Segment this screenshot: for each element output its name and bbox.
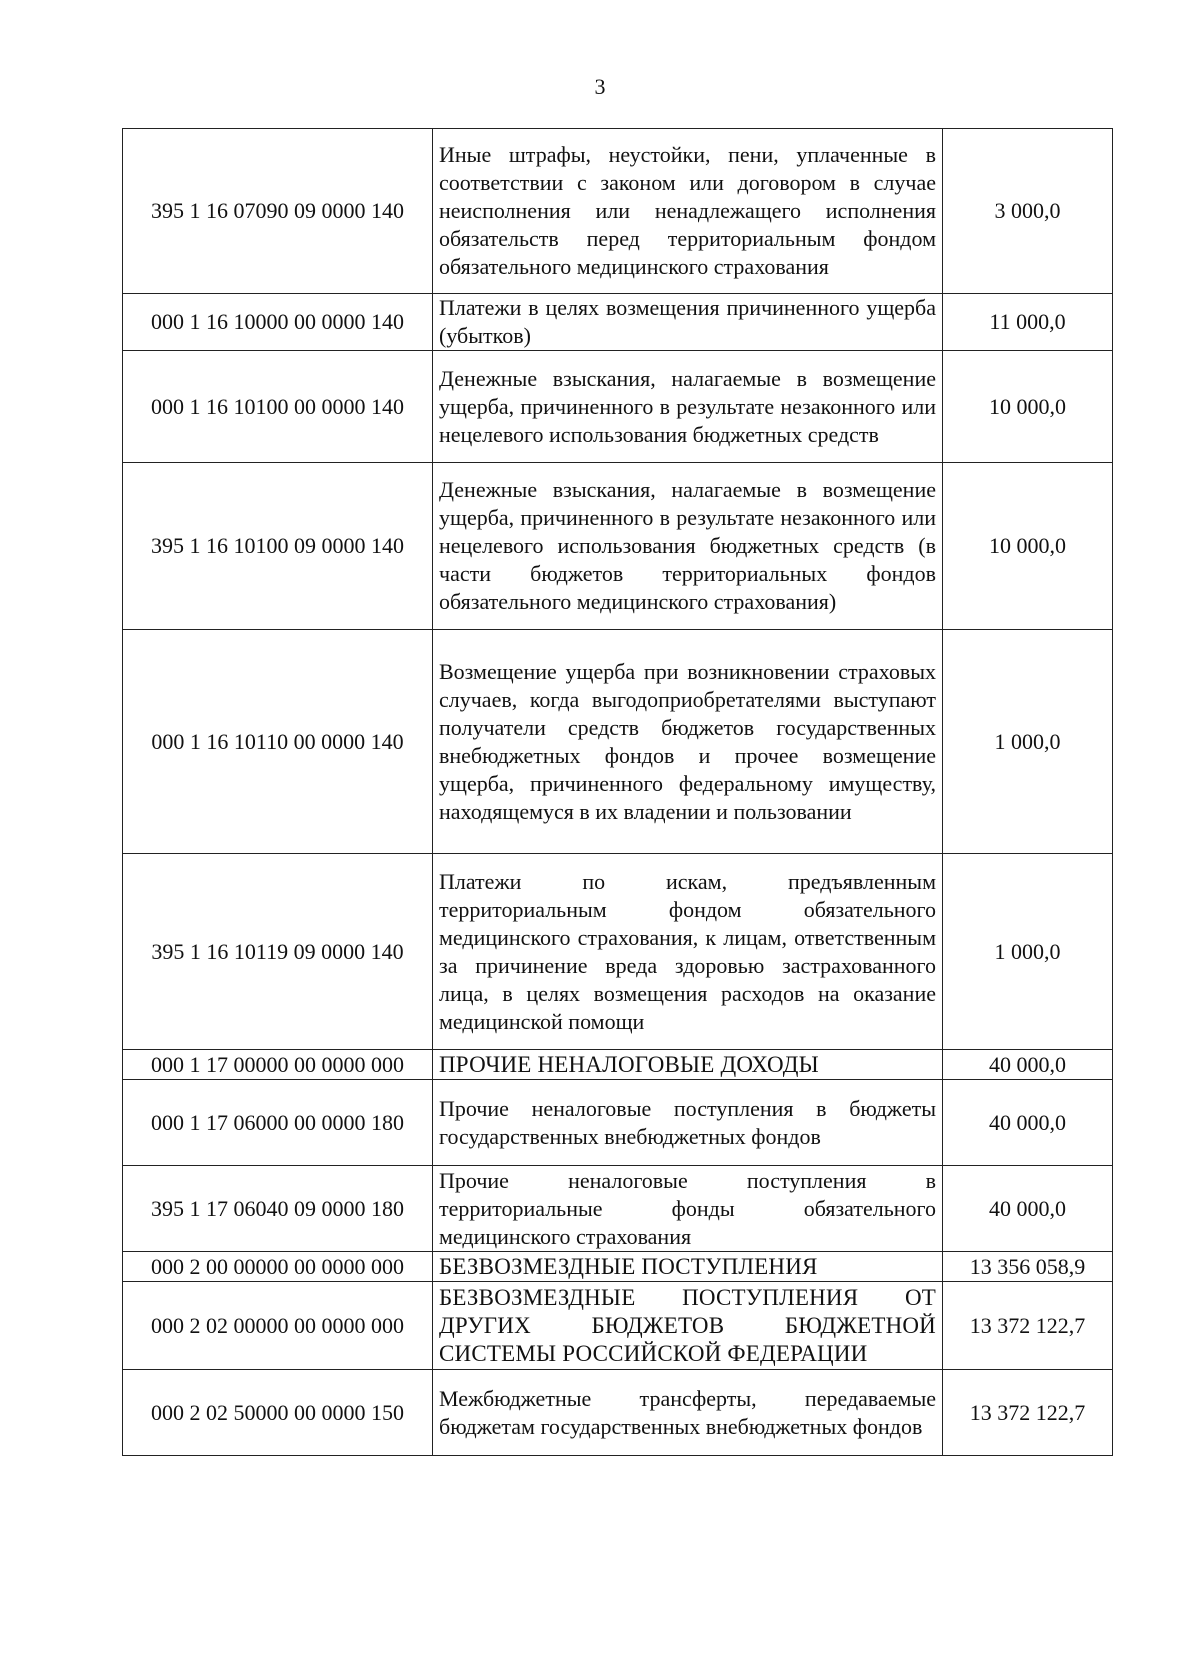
revenue-name-cell: Иные штрафы, неустойки, пени, уплаченные в соответствии с законом или договором в случае неисполнения или ненадлежащего исполнения обязательств перед территориальным фондом обязательного медицинского страхования (433, 129, 943, 294)
budget-code-cell: 395 1 17 06040 09 0000 180 (123, 1166, 433, 1252)
amount-cell: 11 000,0 (943, 294, 1113, 351)
table-row (123, 129, 1113, 294)
amount-cell: 13 356 058,9 (943, 1252, 1113, 1282)
amount-cell: 1 000,0 (943, 630, 1113, 854)
revenue-name-cell: Денежные взыскания, налагаемые в возмещение ущерба, причиненного в результате незаконного или нецелевого использования бюджетных средств (433, 351, 943, 463)
amount-cell: 3 000,0 (943, 129, 1113, 294)
budget-code-cell: 000 2 02 00000 00 0000 000 (123, 1282, 433, 1370)
table-row (123, 1282, 1113, 1370)
table-row (123, 1252, 1113, 1282)
amount-cell: 1 000,0 (943, 854, 1113, 1050)
table-row (123, 1370, 1113, 1456)
table-row (123, 351, 1113, 463)
budget-code-cell: 000 1 16 10110 00 0000 140 (123, 630, 433, 854)
table-row (123, 1166, 1113, 1252)
revenue-name-cell: БЕЗВОЗМЕЗДНЫЕ ПОСТУПЛЕНИЯ (433, 1252, 943, 1282)
revenue-name-cell: Межбюджетные трансферты, передаваемые бюджетам государственных внебюджетных фондов (433, 1370, 943, 1456)
table-row (123, 1050, 1113, 1080)
amount-cell: 40 000,0 (943, 1080, 1113, 1166)
budget-code-cell: 395 1 16 07090 09 0000 140 (123, 129, 433, 294)
table-row (123, 294, 1113, 351)
table-body (123, 129, 1113, 1456)
revenue-name-cell: Прочие неналоговые поступления в бюджеты государственных внебюджетных фондов (433, 1080, 943, 1166)
budget-code-cell: 000 1 17 06000 00 0000 180 (123, 1080, 433, 1166)
amount-cell: 10 000,0 (943, 463, 1113, 630)
budget-code-cell: 000 1 17 00000 00 0000 000 (123, 1050, 433, 1080)
revenue-name-cell: Платежи по искам, предъявленным территориальным фондом обязательного медицинского страхования, к лицам, ответственным за причинение вреда здоровью застрахованного лица, в целях возмещения расходов на оказание медицинской помощи (433, 854, 943, 1050)
table-row (123, 1080, 1113, 1166)
budget-code-cell: 395 1 16 10119 09 0000 140 (123, 854, 433, 1050)
amount-cell: 40 000,0 (943, 1050, 1113, 1080)
budget-revenue-table (122, 128, 1113, 1456)
revenue-name-cell: Денежные взыскания, налагаемые в возмещение ущерба, причиненного в результате незаконного или нецелевого использования бюджетных средств (в части бюджетов территориальных фондов обязательного медицинского страхования) (433, 463, 943, 630)
amount-cell: 13 372 122,7 (943, 1370, 1113, 1456)
revenue-name-cell: Платежи в целях возмещения причиненного ущерба (убытков) (433, 294, 943, 351)
budget-code-cell: 395 1 16 10100 09 0000 140 (123, 463, 433, 630)
amount-cell: 40 000,0 (943, 1166, 1113, 1252)
table-row (123, 854, 1113, 1050)
amount-cell: 13 372 122,7 (943, 1282, 1113, 1370)
budget-code-cell: 000 1 16 10000 00 0000 140 (123, 294, 433, 351)
revenue-name-cell: ПРОЧИЕ НЕНАЛОГОВЫЕ ДОХОДЫ (433, 1050, 943, 1080)
table-row (123, 630, 1113, 854)
page-number: 3 (594, 74, 606, 99)
revenue-name-cell: Прочие неналоговые поступления в территориальные фонды обязательного медицинского страхования (433, 1166, 943, 1252)
revenue-name-cell: Возмещение ущерба при возникновении страховых случаев, когда выгодоприобретателями выступают получатели средств бюджетов государственных внебюджетных фондов и прочее возмещение ущерба, причиненного федеральному имуществу, находящемуся в их владении и пользовании (433, 630, 943, 854)
amount-cell: 10 000,0 (943, 351, 1113, 463)
budget-code-cell: 000 2 02 50000 00 0000 150 (123, 1370, 433, 1456)
table-row (123, 463, 1113, 630)
budget-code-cell: 000 1 16 10100 00 0000 140 (123, 351, 433, 463)
budget-code-cell: 000 2 00 00000 00 0000 000 (123, 1252, 433, 1282)
revenue-name-cell: БЕЗВОЗМЕЗДНЫЕ ПОСТУПЛЕНИЯ ОТ ДРУГИХ БЮДЖЕТОВ БЮДЖЕТНОЙ СИСТЕМЫ РОССИЙСКОЙ ФЕДЕРАЦИИ (433, 1282, 943, 1370)
